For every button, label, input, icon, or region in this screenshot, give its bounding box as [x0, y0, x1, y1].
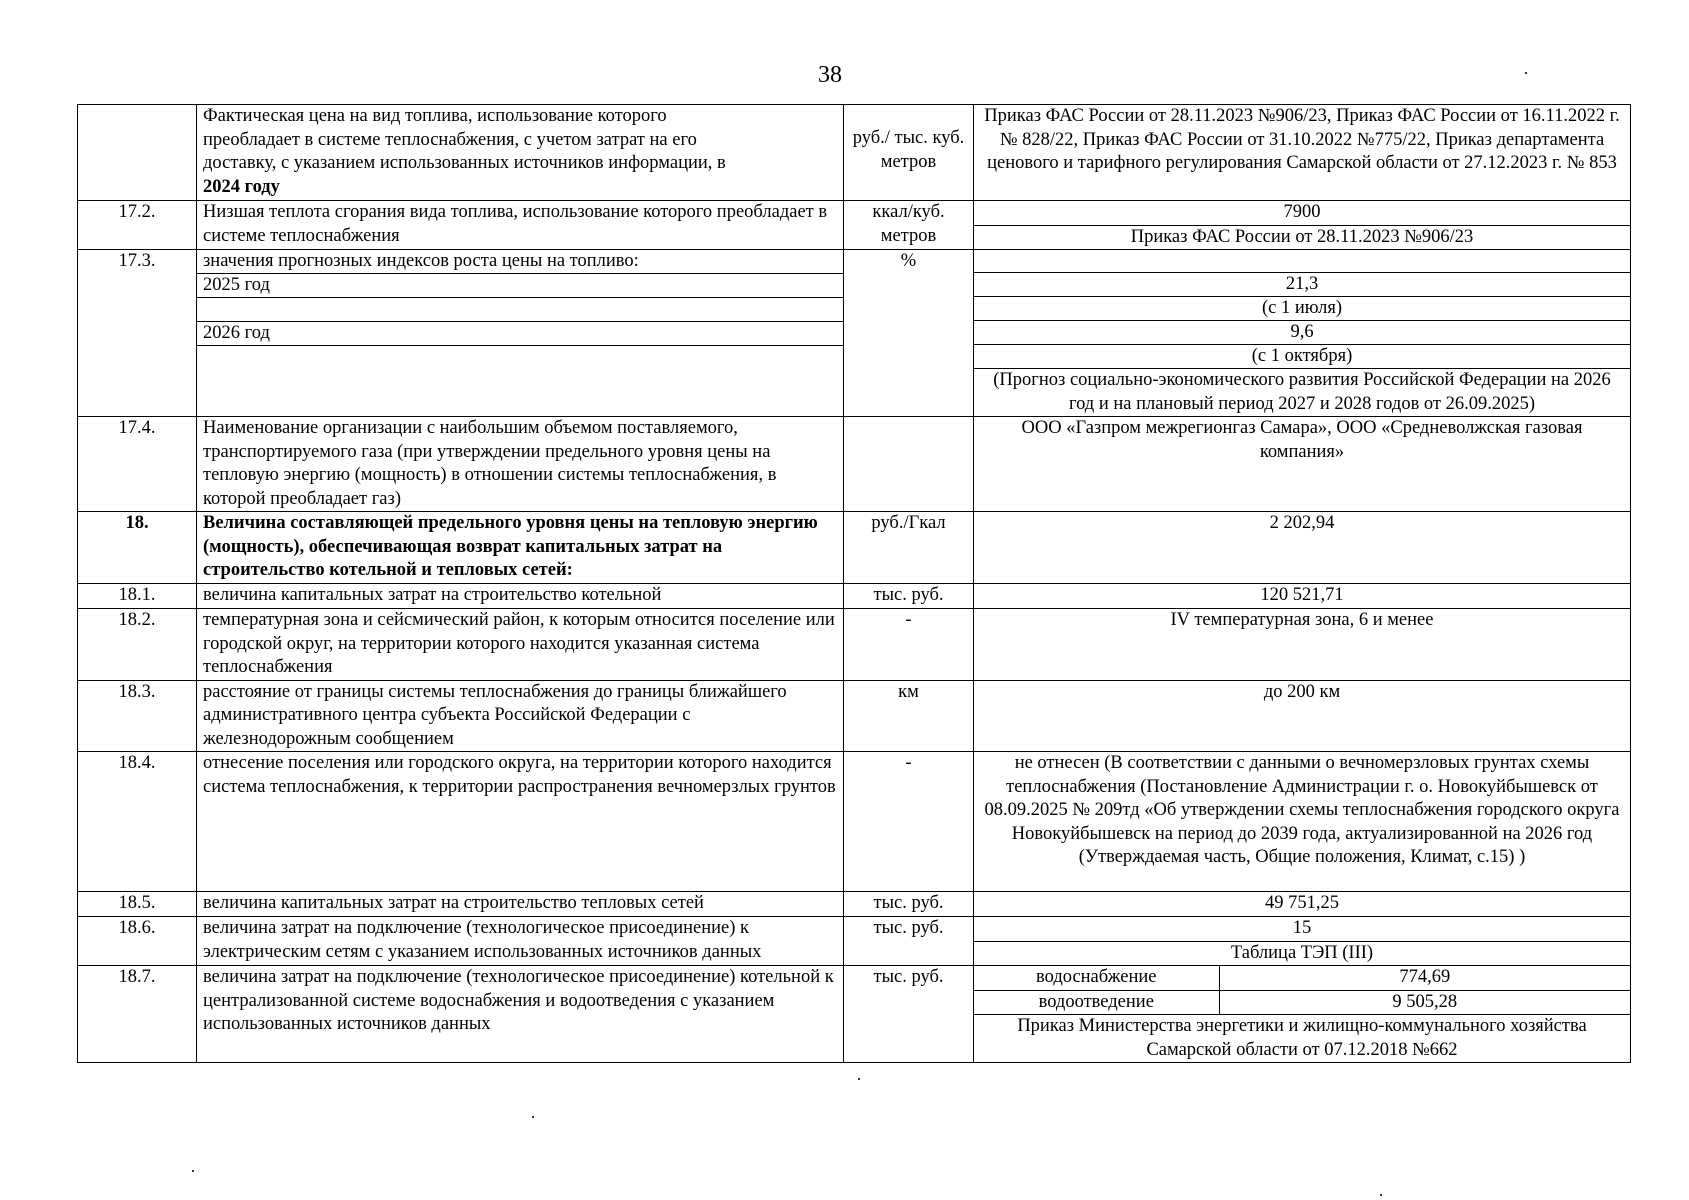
row-source: Приказ ФАС России от 28.11.2023 №906/23 [974, 225, 1630, 249]
scan-speck [858, 1078, 860, 1080]
row-source: Приказ Министерства энергетики и жилищно-коммунального хозяйства Самарской области от 07.12.2018 №662 [974, 1015, 1630, 1063]
row-label: значения прогнозных индексов роста цены на топливо: [203, 251, 639, 271]
row-unit: ккал/куб. метров [844, 201, 974, 250]
row-unit: - [844, 609, 974, 681]
value-subtable [974, 966, 1630, 1062]
row-value-cell [974, 966, 1631, 1063]
row-value: до 200 км [974, 680, 1631, 752]
scan-speck [532, 1116, 534, 1118]
row-label: расстояние от границы системы теплоснабжения до границы ближайшего административного центра субъекта Российской Федерации с железнодорожным сообщением [197, 680, 844, 752]
table-row-17-4 [78, 417, 1631, 512]
year-2025-label: 2025 год [197, 273, 843, 297]
scan-speck [1380, 1194, 1382, 1196]
tariff-parameters-table [77, 104, 1631, 1063]
spacer [197, 297, 843, 321]
row-value: ООО «Газпром межрегионгаз Самара», ООО «Средневолжская газовая компания» [974, 417, 1631, 512]
spacer [197, 345, 843, 369]
forecast-2026-value: 9,6 [974, 320, 1630, 344]
row-number: 17.4. [78, 417, 197, 512]
row-unit: руб./ тыс. куб. метров [844, 105, 974, 201]
page-number: 38 [818, 62, 842, 88]
table-row-18-3 [78, 680, 1631, 752]
row-value: 15 [1292, 918, 1312, 938]
row-label-year: 2024 году [203, 176, 280, 197]
row-label: Наименование организации с наибольшим объемом поставляемого, транспортируемого газа (при утверждении предельного уровня цены на тепловую энергию (мощность) в отношении системы теплоснабжения, в которой преобладает газ) [197, 417, 844, 512]
row-label: отнесение поселения или городского округа, на территории которого находится система теплоснабжения, к территории распространения вечномерзлых грунтов [197, 752, 844, 892]
row-label-cell [197, 250, 844, 417]
value-subtable [974, 201, 1630, 249]
row-number: 18.1. [78, 584, 197, 609]
forecast-source: (Прогноз социально-экономического развития Российской Федерации на 2026 год и на плановый период 2027 и 2028 годов от 26.09.2025) [974, 368, 1630, 416]
row-number: 18.6. [78, 917, 197, 966]
row-value: Приказ ФАС России от 28.11.2023 №906/23, Приказ ФАС России от 16.11.2022 г. № 828/22, Приказ ФАС России от 31.10.2022 №775/22, Приказ департамента ценового и тарифного регулирования Самарской области от 27.12.2023 г. № 853 [974, 105, 1631, 201]
row-value: 49 751,25 [974, 892, 1631, 917]
row-unit: % [844, 250, 974, 417]
row-number: 18.4. [78, 752, 197, 892]
row-unit: - [844, 752, 974, 892]
row-unit: тыс. руб. [844, 892, 974, 917]
row-label-line: преобладает в системе теплоснабжения, с учетом затрат на его [203, 129, 697, 150]
row-unit: тыс. руб. [844, 917, 974, 966]
forecast-2025-note: (с 1 июля) [974, 296, 1630, 320]
row-label: Величина составляющей предельного уровня цены на тепловую энергию (мощность), обеспечивающая возврат капитальных затрат на строительство котельной и тепловых сетей: [197, 512, 844, 584]
row-number: 18.2. [78, 609, 197, 681]
row-number: 18.3. [78, 680, 197, 752]
row-unit: км [844, 680, 974, 752]
table-row-18-2 [78, 609, 1631, 681]
forecast-2026-note: (с 1 октября) [974, 344, 1630, 368]
water-supply-value: 774,69 [1399, 967, 1451, 987]
scan-speck [192, 1170, 194, 1172]
row-label-line: доставку, с указанием использованных источников информации, в [203, 153, 726, 173]
table-row-18-6 [78, 917, 1631, 966]
water-supply-label: водоснабжение [974, 966, 1219, 990]
row-label: величина затрат на подключение (технологическое присоединение) к электрическим сетям с указанием использованных источников данных [197, 917, 844, 966]
table-row-17-3 [78, 250, 1631, 417]
row-number: 17.2. [78, 201, 197, 250]
scan-speck [1525, 72, 1527, 74]
row-unit: руб./Гкал [844, 512, 974, 584]
water-disposal-value: 9 505,28 [1219, 990, 1630, 1015]
row-number: 18. [78, 512, 197, 584]
row-unit: тыс. руб. [844, 966, 974, 1063]
row-label: величина капитальных затрат на строительство тепловых сетей [197, 892, 844, 917]
row-unit: тыс. руб. [844, 584, 974, 609]
row-number: 18.5. [78, 892, 197, 917]
table-row-17-1 [78, 105, 1631, 201]
value-subtable [974, 917, 1630, 965]
forecast-2025-value: 21,3 [974, 272, 1630, 296]
water-disposal-label: водоотведение [974, 990, 1219, 1015]
table-row-18-7 [78, 966, 1631, 1063]
year-2026-label: 2026 год [197, 321, 843, 345]
row-value: не отнесен (В соответствии с данными о вечномерзловых грунтах схемы теплоснабжения (Постановление Администрации г. о. Новокуйбышевск от 08.09.2025 № 209тд «Об утверждении схемы теплоснабжения городского округа Новокуйбышевск на период до 2039 года, актуализированной на 2026 год (Утверждаемая часть, Общие положения, Климат, с.15) ) [974, 752, 1631, 892]
row-value: 2 202,94 [974, 512, 1631, 584]
row-value-cell [974, 917, 1631, 966]
row-value: IV температурная зона, 6 и менее [974, 609, 1631, 681]
table-row-18-5 [78, 892, 1631, 917]
row-number: 17.3. [78, 250, 197, 417]
row-value-cell [974, 250, 1631, 417]
table-row-18-1 [78, 584, 1631, 609]
row-label: температурная зона и сейсмический район, к которым относится поселение или городской округ, на территории которого находится указанная система теплоснабжения [197, 609, 844, 681]
row-label: Низшая теплота сгорания вида топлива, использование которого преобладает в системе теплоснабжения [197, 201, 844, 250]
row-value: 7900 [1283, 202, 1321, 222]
row-label-line: Фактическая цена на вид топлива, использование которого [203, 106, 667, 126]
row-number [78, 105, 197, 201]
table-row-18 [78, 512, 1631, 584]
row-label [197, 105, 844, 201]
row-unit [844, 417, 974, 512]
row-label: величина капитальных затрат на строительство котельной [197, 584, 844, 609]
table-row-17-2 [78, 201, 1631, 250]
table-row-18-4 [78, 752, 1631, 892]
spacer [974, 250, 1630, 272]
row-value: 120 521,71 [974, 584, 1631, 609]
row-value-cell [974, 201, 1631, 250]
row-source: Таблица ТЭП (III) [974, 941, 1630, 965]
row-label: величина затрат на подключение (технологическое присоединение) котельной к централизованной системе водоснабжения и водоотведения с указанием использованных источников данных [197, 966, 844, 1063]
row-number: 18.7. [78, 966, 197, 1063]
